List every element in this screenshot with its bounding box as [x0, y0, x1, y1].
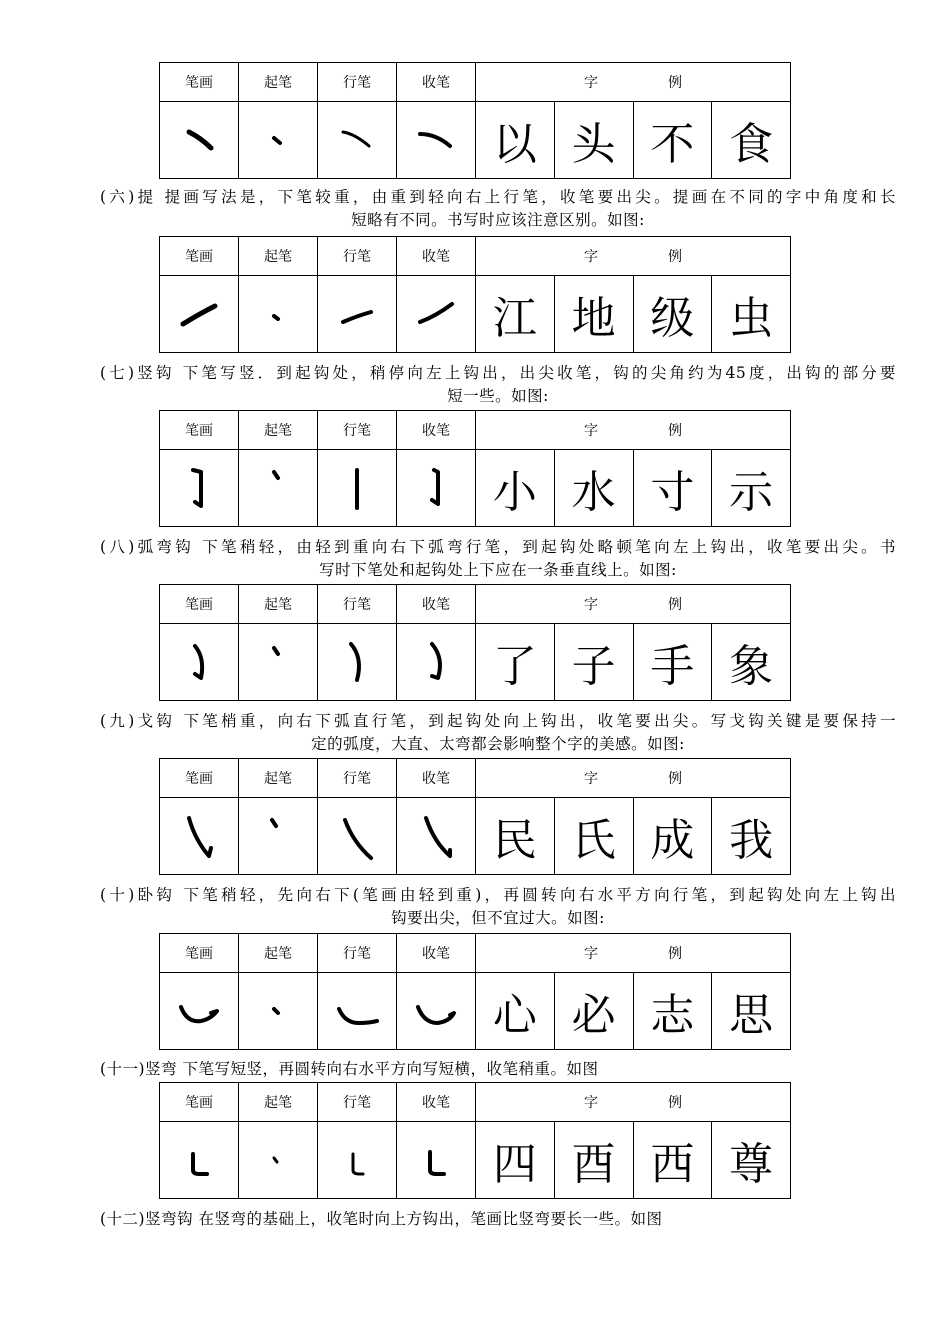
- header-start: 起笔: [239, 759, 318, 798]
- move-slant-icon: [329, 808, 385, 864]
- stroke-cell: [160, 102, 239, 179]
- header-end: 收笔: [397, 1083, 476, 1122]
- example-char: 四: [476, 1122, 555, 1199]
- example-char: 志: [633, 973, 712, 1050]
- example-char: 酉: [554, 1122, 633, 1199]
- stroke-table-lying-hook: [159, 933, 791, 1050]
- stroke-cell: [160, 276, 239, 353]
- header-end: 收笔: [397, 411, 476, 450]
- example-char: 以: [476, 102, 555, 179]
- slant-hook-icon: [171, 808, 227, 864]
- example-char: 虫: [712, 276, 791, 353]
- end-vertical-bend-icon: [408, 1132, 464, 1188]
- move-cell: [318, 624, 397, 701]
- header-start: 起笔: [239, 585, 318, 624]
- header-move: 行笔: [318, 411, 397, 450]
- header-examples: 字 例: [476, 585, 791, 624]
- end-cell: [397, 973, 476, 1050]
- end-curved-hook-icon: [408, 634, 464, 690]
- header-start: 起笔: [239, 63, 318, 102]
- header-examples: 字 例: [476, 237, 791, 276]
- header-stroke: 笔画: [160, 585, 239, 624]
- header-stroke: 笔画: [160, 411, 239, 450]
- start-dot-icon: [250, 1132, 306, 1188]
- start-dot-icon: [250, 460, 306, 516]
- end-dot-icon: [408, 112, 464, 168]
- curved-hook-icon: [171, 634, 227, 690]
- header-end: 收笔: [397, 585, 476, 624]
- move-cell: [318, 798, 397, 875]
- header-move: 行笔: [318, 759, 397, 798]
- start-dot-icon: [250, 808, 306, 864]
- example-char: 子: [554, 624, 633, 701]
- end-cell: [397, 450, 476, 527]
- move-cell: [318, 1122, 397, 1199]
- move-dot-icon: [329, 112, 385, 168]
- header-examples: 字 例: [476, 1083, 791, 1122]
- stroke-table-ti: [159, 236, 791, 353]
- section-text-slant-hook: (九)戈钩 下笔梢重，向右下弧直行笔，到起钩处向上钩出，收笔要出尖。写戈钩关键是要保持一 定的弧度，大直、太弯都会影响整个字的美感。如图:: [100, 712, 896, 753]
- example-char: 成: [633, 798, 712, 875]
- start-cell: [239, 450, 318, 527]
- example-char: 小: [476, 450, 555, 527]
- header-examples: 字 例: [476, 411, 791, 450]
- example-char: 水: [554, 450, 633, 527]
- header-stroke: 笔画: [160, 63, 239, 102]
- end-slant-hook-icon: [408, 808, 464, 864]
- start-dot-icon: [250, 112, 306, 168]
- example-char: 民: [476, 798, 555, 875]
- start-cell: [239, 973, 318, 1050]
- move-lying-icon: [329, 983, 385, 1039]
- start-cell: [239, 798, 318, 875]
- move-cell: [318, 276, 397, 353]
- header-end: 收笔: [397, 934, 476, 973]
- stroke-table-vertical-hook: [159, 410, 791, 527]
- end-cell: [397, 276, 476, 353]
- start-cell: [239, 276, 318, 353]
- stroke-table-curved-hook: [159, 584, 791, 701]
- dot-stroke-icon: [171, 112, 227, 168]
- header-move: 行笔: [318, 1083, 397, 1122]
- header-stroke: 笔画: [160, 934, 239, 973]
- header-start: 起笔: [239, 237, 318, 276]
- header-stroke: 笔画: [160, 1083, 239, 1122]
- stroke-cell: [160, 1122, 239, 1199]
- example-char: 食: [712, 102, 791, 179]
- example-char: 了: [476, 624, 555, 701]
- end-cell: [397, 1122, 476, 1199]
- header-end: 收笔: [397, 237, 476, 276]
- end-rising-icon: [408, 286, 464, 342]
- example-char: 头: [554, 102, 633, 179]
- stroke-table-vertical-bend: [159, 1082, 791, 1199]
- header-examples: 字 例: [476, 759, 791, 798]
- start-dot-icon: [250, 286, 306, 342]
- example-char: 西: [633, 1122, 712, 1199]
- example-char: 不: [633, 102, 712, 179]
- start-dot-icon: [250, 983, 306, 1039]
- move-curve-icon: [329, 634, 385, 690]
- header-end: 收笔: [397, 759, 476, 798]
- end-vertical-hook-icon: [408, 460, 464, 516]
- example-char: 手: [633, 624, 712, 701]
- example-char: 寸: [633, 450, 712, 527]
- example-char: 象: [712, 624, 791, 701]
- section-text-curved-hook: (八)弧弯钩 下笔稍轻，由轻到重向右下弧弯行笔，到起钩处略顿笔向左上钩出，收笔要出尖。书 写时下笔处和起钩处上下应在一条垂直线上。如图:: [100, 538, 896, 579]
- example-char: 示: [712, 450, 791, 527]
- move-cell: [318, 102, 397, 179]
- end-cell: [397, 624, 476, 701]
- start-cell: [239, 624, 318, 701]
- start-cell: [239, 102, 318, 179]
- move-vertical-icon: [329, 460, 385, 516]
- header-move: 行笔: [318, 585, 397, 624]
- example-char: 必: [554, 973, 633, 1050]
- stroke-table-dot: [159, 62, 791, 179]
- example-char: 地: [554, 276, 633, 353]
- move-cell: [318, 973, 397, 1050]
- example-char: 心: [476, 973, 555, 1050]
- header-start: 起笔: [239, 934, 318, 973]
- example-char: 氏: [554, 798, 633, 875]
- rising-stroke-icon: [171, 286, 227, 342]
- section-text-ti: (六)提 提画写法是，下笔较重，由重到轻向右上行笔，收笔要出尖。提画在不同的字中角度和长 短略有不同。书写时应该注意区别。如图:: [100, 188, 896, 229]
- section-text-lying-hook: (十)卧钩 下笔稍轻，先向右下(笔画由轻到重)，再圆转向右水平方向行笔，到起钩处向左上钩出 钩要出尖，但不宜过大。如图:: [100, 886, 896, 927]
- header-move: 行笔: [318, 63, 397, 102]
- header-stroke: 笔画: [160, 759, 239, 798]
- header-start: 起笔: [239, 1083, 318, 1122]
- end-cell: [397, 798, 476, 875]
- end-lying-hook-icon: [408, 983, 464, 1039]
- example-char: 尊: [712, 1122, 791, 1199]
- section-text-vertical-bend: (十一)竖弯 下笔写短竖，再圆转向右水平方向写短横，收笔稍重。如图: [100, 1060, 599, 1078]
- example-char: 我: [712, 798, 791, 875]
- lying-hook-icon: [171, 983, 227, 1039]
- move-cell: [318, 450, 397, 527]
- header-move: 行笔: [318, 237, 397, 276]
- stroke-cell: [160, 624, 239, 701]
- header-start: 起笔: [239, 411, 318, 450]
- example-char: 级: [633, 276, 712, 353]
- header-examples: 字 例: [476, 63, 791, 102]
- start-dot-icon: [250, 634, 306, 690]
- section-text-vertical-bend-hook: (十二)竖弯钩 在竖弯的基础上，收笔时向上方钩出，笔画比竖弯要长一些。如图: [100, 1210, 663, 1228]
- stroke-cell: [160, 973, 239, 1050]
- start-cell: [239, 1122, 318, 1199]
- example-char: 江: [476, 276, 555, 353]
- end-cell: [397, 102, 476, 179]
- vertical-hook-icon: [171, 460, 227, 516]
- header-stroke: 笔画: [160, 237, 239, 276]
- header-end: 收笔: [397, 63, 476, 102]
- example-char: 思: [712, 973, 791, 1050]
- move-vertical-bend-icon: [329, 1132, 385, 1188]
- vertical-bend-icon: [171, 1132, 227, 1188]
- stroke-cell: [160, 450, 239, 527]
- section-text-vertical-hook: (七)竖钩 下笔写竖．到起钩处，稍停向左上钩出，出尖收笔，钩的尖角约为45度，出钩的部分要 短一些。如图:: [100, 364, 896, 405]
- header-examples: 字 例: [476, 934, 791, 973]
- stroke-table-slant-hook: [159, 758, 791, 875]
- stroke-cell: [160, 798, 239, 875]
- move-rising-icon: [329, 286, 385, 342]
- header-move: 行笔: [318, 934, 397, 973]
